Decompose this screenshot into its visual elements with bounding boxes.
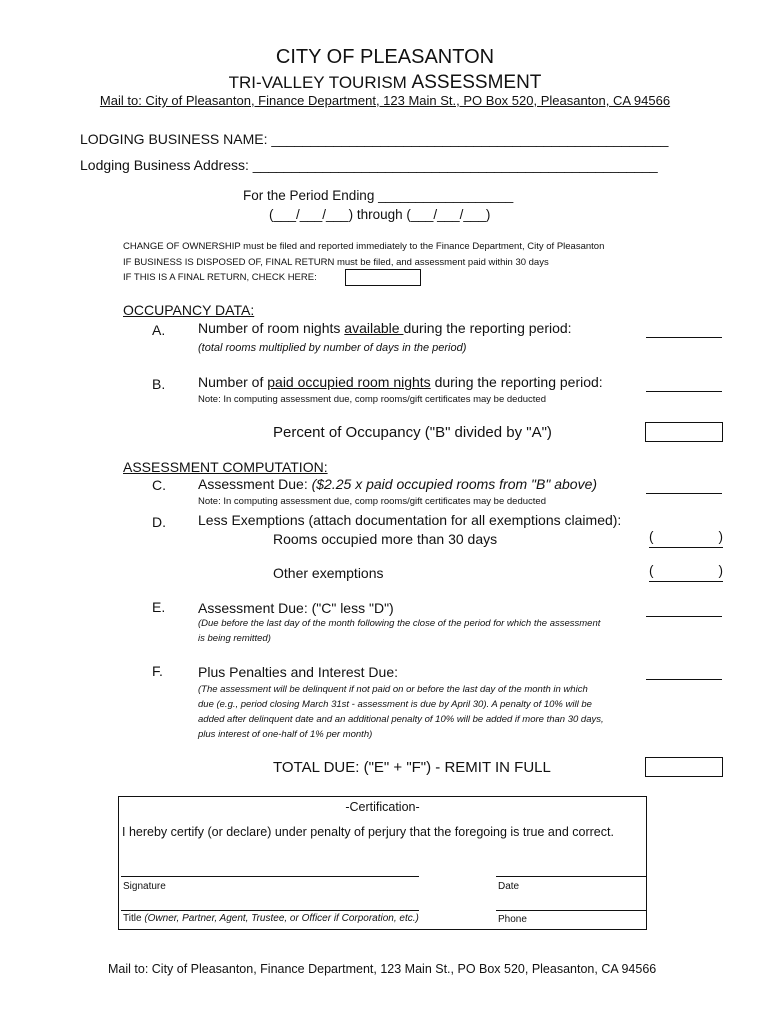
line-f-note-1: (The assessment will be delinquent if not paid on or before the last day of the month in which <box>198 684 588 695</box>
final-return-notice: IF BUSINESS IS DISPOSED OF, FINAL RETURN must be filed, and assessment paid within 30 days <box>123 257 549 268</box>
phone-label: Phone <box>498 914 527 925</box>
line-b-letter: B. <box>152 376 166 392</box>
line-a-text: Number of room nights available during the reporting period: <box>198 320 572 336</box>
title-label: Title (Owner, Partner, Agent, Trustee, or Officer if Corporation, etc.) <box>123 913 419 924</box>
title-line[interactable] <box>121 910 419 911</box>
line-c-text: Assessment Due: ($2.25 x paid occupied rooms from "B" above) <box>198 476 598 492</box>
certification-statement: I hereby certify (or declare) under penalty of perjury that the foregoing is true and correct. <box>122 825 614 839</box>
line-e-note-2: is being remitted) <box>198 633 271 644</box>
signature-label: Signature <box>123 881 166 892</box>
percent-occupancy-box[interactable] <box>645 422 723 442</box>
assessment-heading: ASSESSMENT COMPUTATION: <box>123 459 328 475</box>
form-title <box>0 72 770 94</box>
city-title: CITY OF PLEASANTON <box>275 46 495 68</box>
line-b-note: Note: In computing assessment due, comp rooms/gift certificates may be deducted <box>198 394 546 405</box>
line-e-text: Assessment Due: ("C" less "D") <box>198 600 394 616</box>
line-f-text: Plus Penalties and Interest Due: <box>198 664 399 680</box>
line-f-input[interactable] <box>646 679 722 680</box>
mail-to-header: Mail to: City of Pleasanton, Finance Department, 123 Main St., PO Box 520, Pleasanton, CA 94566 <box>99 93 671 108</box>
date-label: Date <box>498 881 520 892</box>
other-exemptions-label: Other exemptions <box>273 565 384 581</box>
certification-heading: -Certification- <box>345 800 420 814</box>
other-exemptions-input[interactable]: ( ) <box>649 565 723 582</box>
line-d-text: Less Exemptions (attach documentation for all exemptions claimed): <box>198 512 622 528</box>
percent-occupancy-label: Percent of Occupancy ("B" divided by "A") <box>273 424 552 441</box>
line-f-note-2: due (e.g., period closing March 31st - assessment is due by April 30). A penalty of 10% will be <box>198 699 592 710</box>
final-return-checkbox[interactable] <box>345 269 421 286</box>
line-a-input[interactable] <box>646 337 722 338</box>
line-f-note-4: plus interest of one-half of 1% per month) <box>198 729 373 740</box>
final-return-check-label: IF THIS IS A FINAL RETURN, CHECK HERE: <box>123 272 317 283</box>
line-b-input[interactable] <box>646 391 722 392</box>
date-line[interactable] <box>496 876 646 877</box>
form-title-part2: ASSESSMENT <box>411 72 542 93</box>
line-c-letter: C. <box>152 477 166 493</box>
period-ending-field[interactable]: For the Period Ending __________________ <box>243 188 514 203</box>
line-f-note-3: added after delinquent date and an additional penalty of 10% will be added if more than 30 days, <box>198 714 604 725</box>
line-b-text: Number of paid occupied room nights during the reporting period: <box>198 374 603 390</box>
form-title-part1: TRI-VALLEY TOURISM <box>228 73 412 92</box>
period-range-field[interactable]: (___/___/___) through (___/___/___) <box>269 207 491 222</box>
total-due-label: TOTAL DUE: ("E" + "F") - REMIT IN FULL <box>273 759 551 776</box>
lodging-business-name-field[interactable]: LODGING BUSINESS NAME: ___________________________________________________ <box>80 131 669 147</box>
change-of-ownership-notice: CHANGE OF OWNERSHIP must be filed and reported immediately to the Finance Department, City of Pleasanton <box>123 241 605 252</box>
signature-line[interactable] <box>121 876 419 877</box>
occupancy-heading: OCCUPANCY DATA: <box>123 302 255 318</box>
total-due-box[interactable] <box>645 757 723 777</box>
line-a-note: (total rooms multiplied by number of days in the period) <box>198 342 467 354</box>
line-f-letter: F. <box>152 663 163 679</box>
phone-line[interactable] <box>496 910 646 911</box>
line-e-input[interactable] <box>646 616 722 617</box>
rooms-over-30-days-label: Rooms occupied more than 30 days <box>273 531 498 547</box>
line-a-letter: A. <box>152 322 166 338</box>
line-c-note: Note: In computing assessment due, comp rooms/gift certificates may be deducted <box>198 496 546 507</box>
line-e-note-1: (Due before the last day of the month following the close of the period for which the assessment <box>198 618 601 629</box>
lodging-business-address-field[interactable]: Lodging Business Address: ____________________________________________________ <box>80 157 658 173</box>
rooms-over-30-days-input[interactable]: ( ) <box>649 531 723 548</box>
line-e-letter: E. <box>152 599 166 615</box>
line-c-input[interactable] <box>646 493 722 494</box>
line-d-letter: D. <box>152 514 166 530</box>
mail-to-footer: Mail to: City of Pleasanton, Finance Department, 123 Main St., PO Box 520, Pleasanton, CA 94566 <box>108 962 657 976</box>
